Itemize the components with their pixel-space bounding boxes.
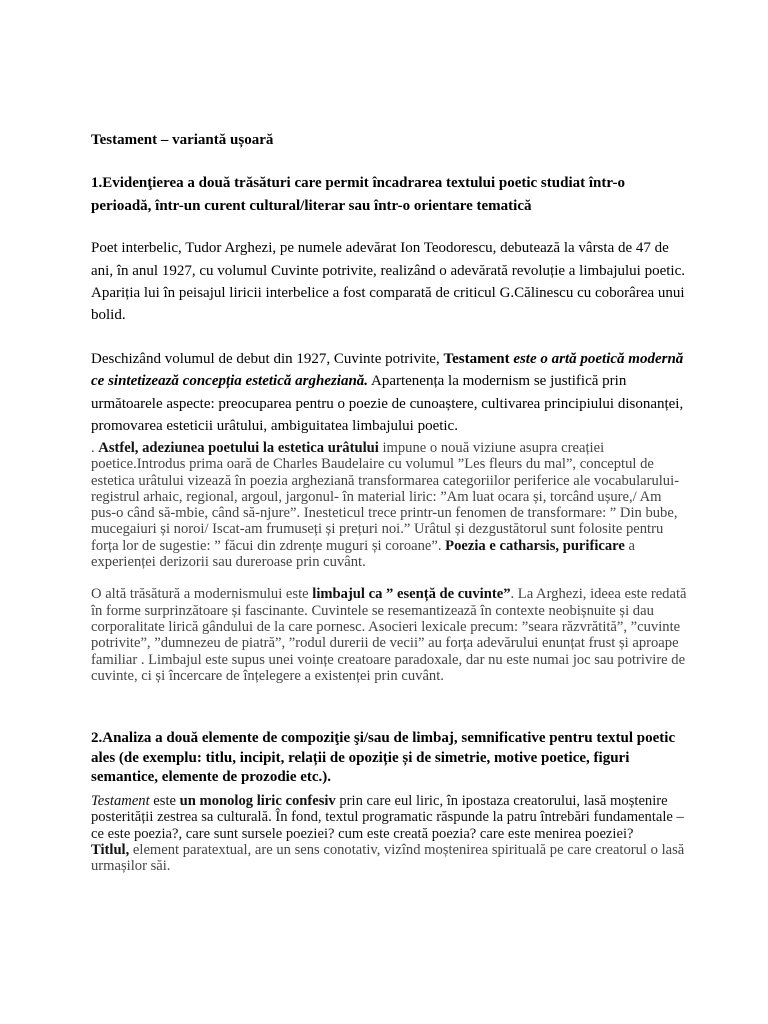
paragraph-modernism-text-d: Apartenența la modernism se justifică prin următoarele aspecte: preocuparea pentru o poezie de cunoaștere, cultivarea principiului disonanței, promovarea esteticii urâtului, ambiguitatea limbajului poetic. <box>91 373 684 435</box>
paragraph-language-text-a: O altă trăsătură a modernismului este <box>91 586 313 603</box>
paragraph-modernism <box>91 348 687 438</box>
paragraph-title-analysis <box>91 842 687 875</box>
section-traits <box>91 440 687 684</box>
paragraph-title-analysis-bold: Titlul, <box>91 841 130 858</box>
paragraph-modernism-text-a: Deschizând volumul de debut din 1927, Cuvinte potrivite, <box>91 350 444 367</box>
paragraph-ugliness-text-c: impune o nouă viziune asupra creației poetice.Introdus prima oară de Charles Baudelaire cu volumul ”Les fleurs du mal”, conceptul de estetica urâtului vizează în poezia argheziană transformarea categoriilor periferice ale vocabularului-registrul arhaic, regional, argoul, jargonul- în material liric: ”Am luat ocara și, torcând ușure,/ Am pus-o când să-mbie, când să-njure”. Inesteticul trece printr-un fenomen de transformare: ” Din bube, mucegaiuri și noroi/ Iscat-am frumuseți și prețuri noi.” Urâtul și dezgustătorul sunt folosite pentru forța lor de sugestie: ” făcui din zdrențe muguri și coroane”. <box>91 440 680 554</box>
paragraph-language-bold: limbajul ca ” esență de cuvinte” <box>312 586 511 603</box>
paragraph-ugliness-text-a: . <box>91 440 99 456</box>
paragraph-ugliness-bold-a: Astfel, adeziunea poetului la estetica urâtului <box>98 440 379 456</box>
paragraph-language <box>91 586 687 684</box>
paragraph-monologue-text-b: este <box>149 793 180 809</box>
paragraph-language-text-c: . La Arghezi, ideea este redată în forme surprinzătoare și fascinante. Cuvintele se resemantizează în contexte neobișnuite și dau corporalitate lirică gândului de la care pornesc. Asocieri lexicale precum: ”seara răzvrătită”, ”cuvinte potrivite”, ”dumnezeu de piatră”, ”rodul durerii de vecii” au forța adevărului enunțat frust și aproape familiar . Limbajul este supus unei voințe creatoare paradoxale, dar nu este numai joc sau potrivire de cuvinte, ci și încercare de înțelegere a existenței prin cuvânt. <box>91 586 687 684</box>
paragraph-ugliness-text-e: a experienței derizorii sau dureroase prin cuvânt. <box>91 537 635 571</box>
paragraph-modernism-title: Testament <box>443 350 510 367</box>
paragraph-ugliness-aesthetic <box>91 440 687 570</box>
paragraph-modernism-emphasis: este o artă poetică modernă ce sintetizează concepția estetică argheziană. <box>91 350 684 390</box>
document-title: Testament – variantă ușoară <box>91 132 274 148</box>
paragraph-author-intro: Poet interbelic, Tudor Arghezi, pe numele adevărat Ion Teodorescu, debutează la vârsta de 47 de ani, în anul 1927, cu volumul Cuvinte potrivite, realizând o adevărată revoluție a limbajului poetic. Apariția lui în peisajul liricii interbelice a fost comparată de criticul G.Călinescu cu coborârea unui bolid. <box>91 240 685 324</box>
paragraph-monologue <box>91 793 687 842</box>
paragraph-title-analysis-text: element paratextual, are un sens conotativ, vizînd moștenirea spirituală pe care creatorul o lasă urmașilor săi. <box>91 841 685 875</box>
question-2: 2.Analiza a două elemente de compoziţie şi/sau de limbaj, semnificative pentru textul poetic ales (de exemplu: titlu, incipit, relații de opoziție și de simetrie, motive poetice, figuri semantice, elemente de prozodie etc.). <box>91 730 676 785</box>
paragraph-monologue-text-d: prin care eul liric, în ipostaza creatorului, lasă moștenire posterității zestrea sa culturală. În fond, textul programatic răspunde la patru întrebări fundamentale – ce este poezia?, care sunt sursele poeziei? cum este creată poezia? care este menirea poeziei? <box>91 793 684 842</box>
paragraph-monologue-bold: un monolog liric confesiv <box>179 793 336 809</box>
section-intro <box>91 129 687 437</box>
paragraph-ugliness-bold-d: Poezia e catharsis, purificare <box>445 537 625 554</box>
question-1: 1.Evidenţierea a două trăsături care permit încadrarea textului poetic studiat într-o perioadă, într-un curent cultural/literar sau într-o orientare tematică <box>91 175 625 214</box>
paragraph-monologue-title: Testament <box>91 793 150 809</box>
section-analysis <box>91 793 687 874</box>
section-question-2 <box>91 729 687 788</box>
